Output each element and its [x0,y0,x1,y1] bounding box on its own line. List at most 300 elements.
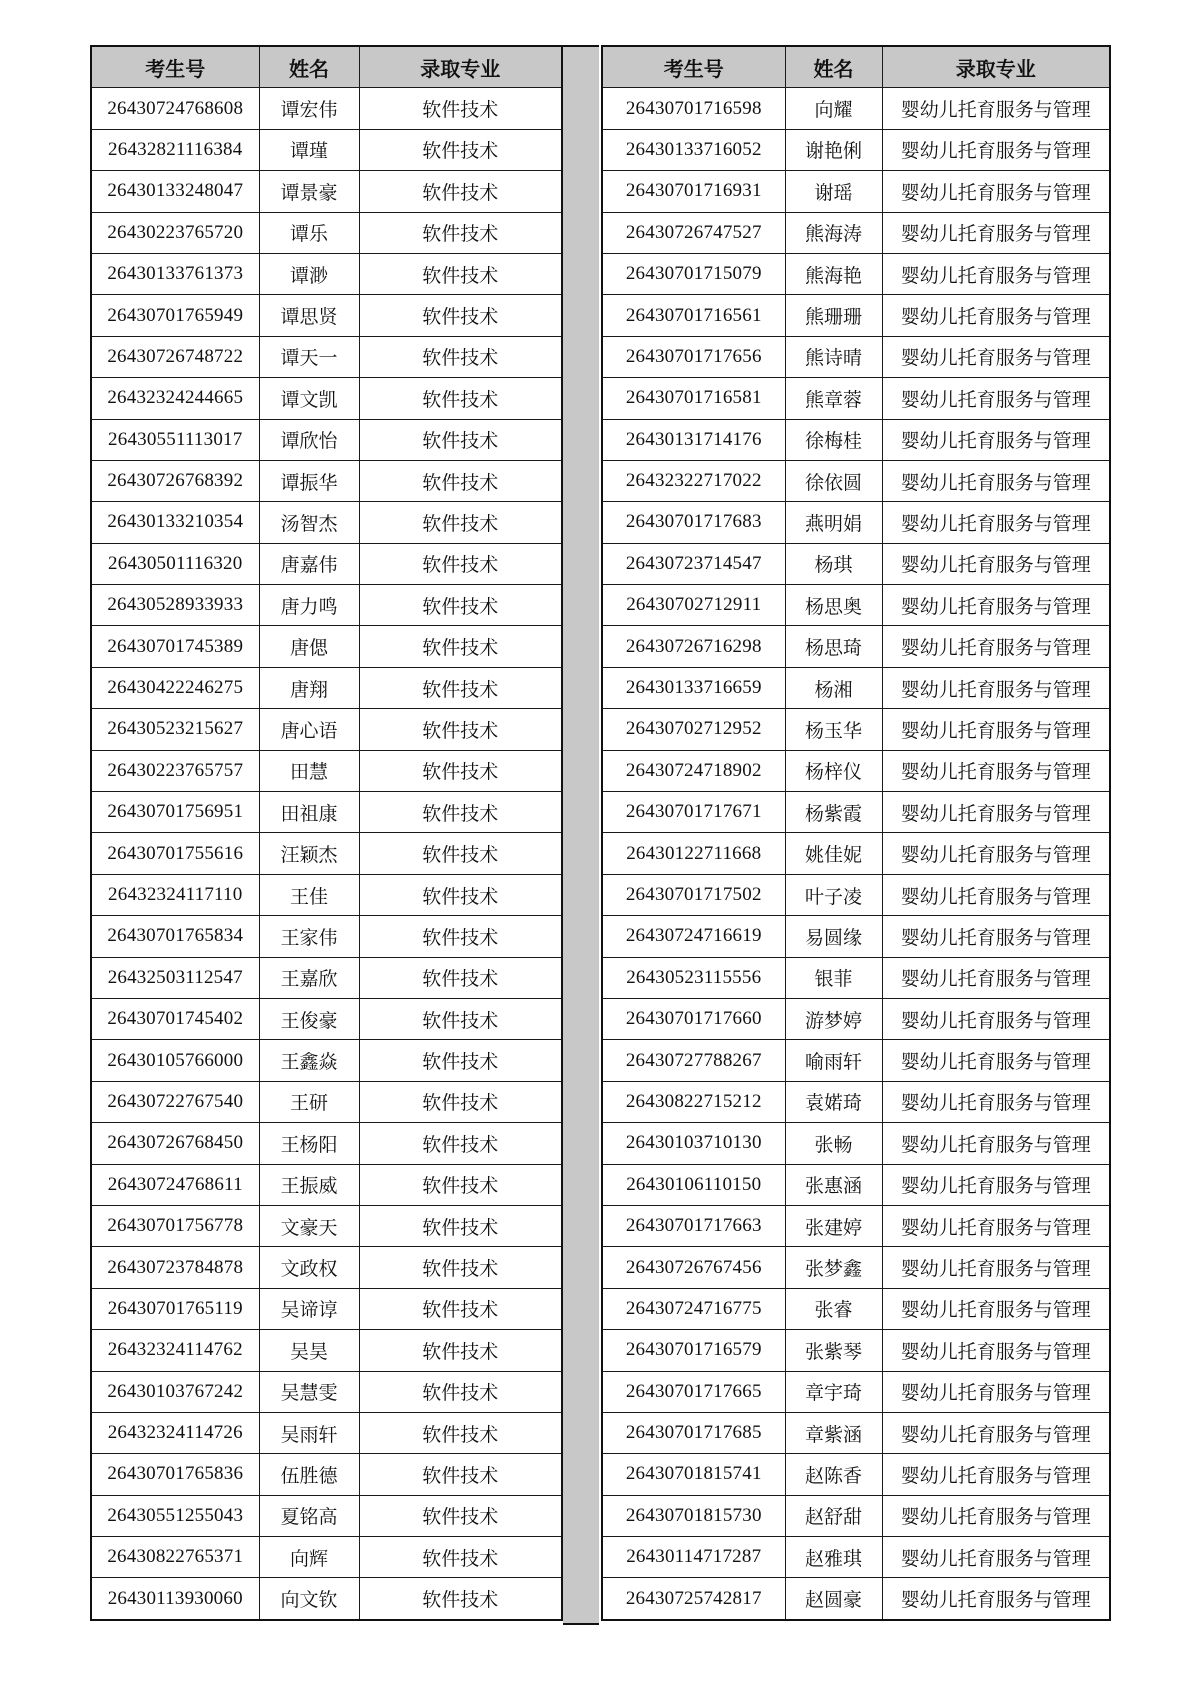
table-row [602,1371,1110,1412]
cell-student-name: 燕明娟 [785,502,882,543]
cell-exam-id: 26430223765720 [91,212,259,253]
cell-exam-id: 26430701717663 [602,1205,785,1246]
table-row [602,1164,1110,1205]
cell-major: 婴幼儿托育服务与管理 [882,1123,1110,1164]
table-row [91,998,562,1039]
cell-major: 婴幼儿托育服务与管理 [882,1205,1110,1246]
cell-major: 软件技术 [359,1330,562,1371]
table-row [602,792,1110,833]
cell-exam-id: 26430105766000 [91,1040,259,1081]
table-row [602,1412,1110,1453]
cell-major: 软件技术 [359,212,562,253]
cell-student-name: 唐嘉伟 [259,543,359,584]
table-row [91,543,562,584]
table-row [602,1330,1110,1371]
table-row [602,626,1110,667]
cell-student-name: 姚佳妮 [785,833,882,874]
cell-exam-id: 26430131714176 [602,419,785,460]
cell-exam-id: 26430701756778 [91,1205,259,1246]
cell-exam-id: 26430822765371 [91,1537,259,1578]
cell-student-name: 唐翔 [259,667,359,708]
cell-exam-id: 26430701765834 [91,916,259,957]
cell-major: 软件技术 [359,1537,562,1578]
cell-major: 软件技术 [359,1454,562,1495]
table-row [91,957,562,998]
cell-exam-id: 26430701717502 [602,874,785,915]
table-row [602,1123,1110,1164]
cell-student-name: 吴谛谆 [259,1288,359,1329]
table-row [91,709,562,750]
cell-major: 软件技术 [359,1247,562,1288]
cell-student-name: 张惠涵 [785,1164,882,1205]
cell-exam-id: 26432322717022 [602,460,785,501]
cell-exam-id: 26430727788267 [602,1040,785,1081]
cell-major: 婴幼儿托育服务与管理 [882,1578,1110,1620]
cell-exam-id: 26432821116384 [91,129,259,170]
table-row [602,543,1110,584]
cell-exam-id: 26430701717671 [602,792,785,833]
table-row [91,1288,562,1329]
cell-major: 软件技术 [359,1205,562,1246]
cell-exam-id: 26430702712952 [602,709,785,750]
cell-major: 婴幼儿托育服务与管理 [882,626,1110,667]
cell-major: 婴幼儿托育服务与管理 [882,1537,1110,1578]
cell-exam-id: 26430701717656 [602,336,785,377]
cell-exam-id: 26430113930060 [91,1578,259,1620]
cell-student-name: 唐力鸣 [259,585,359,626]
cell-exam-id: 26432324114726 [91,1412,259,1453]
cell-major: 软件技术 [359,1371,562,1412]
cell-student-name: 谭乐 [259,212,359,253]
cell-student-name: 田慧 [259,750,359,791]
table-row [91,419,562,460]
table-row [602,253,1110,294]
admission-table-right [601,45,1111,1621]
table-row [602,1040,1110,1081]
table-row [91,171,562,212]
cell-major: 婴幼儿托育服务与管理 [882,998,1110,1039]
cell-major: 婴幼儿托育服务与管理 [882,1454,1110,1495]
cell-exam-id: 26430722767540 [91,1081,259,1122]
cell-exam-id: 26432503112547 [91,957,259,998]
cell-student-name: 谭天一 [259,336,359,377]
table-row [91,1040,562,1081]
cell-exam-id: 26430701715079 [602,253,785,294]
cell-exam-id: 26430701745402 [91,998,259,1039]
cell-exam-id: 26430422246275 [91,667,259,708]
cell-exam-id: 26430701716931 [602,171,785,212]
cell-major: 婴幼儿托育服务与管理 [882,1412,1110,1453]
cell-major: 婴幼儿托育服务与管理 [882,916,1110,957]
cell-exam-id: 26430701756951 [91,792,259,833]
table-row [602,957,1110,998]
table-row [91,1495,562,1536]
cell-student-name: 游梦婷 [785,998,882,1039]
cell-student-name: 赵舒甜 [785,1495,882,1536]
admission-table-left [90,45,563,1621]
cell-major: 婴幼儿托育服务与管理 [882,543,1110,584]
cell-major: 婴幼儿托育服务与管理 [882,585,1110,626]
cell-major: 软件技术 [359,129,562,170]
header-name: 姓名 [785,46,882,88]
cell-major: 软件技术 [359,336,562,377]
cell-major: 软件技术 [359,957,562,998]
table-row [602,1454,1110,1495]
cell-major: 软件技术 [359,1578,562,1620]
table-row [602,998,1110,1039]
table-row [602,1247,1110,1288]
cell-exam-id: 26430133210354 [91,502,259,543]
cell-major: 婴幼儿托育服务与管理 [882,1164,1110,1205]
cell-major: 软件技术 [359,1495,562,1536]
header-exam-id: 考生号 [602,46,785,88]
cell-major: 软件技术 [359,1164,562,1205]
cell-major: 软件技术 [359,874,562,915]
cell-student-name: 熊诗晴 [785,336,882,377]
table-row [91,1578,562,1620]
cell-student-name: 张睿 [785,1288,882,1329]
cell-student-name: 王鑫焱 [259,1040,359,1081]
cell-student-name: 汤智杰 [259,502,359,543]
cell-student-name: 熊章蓉 [785,378,882,419]
cell-exam-id: 26430551255043 [91,1495,259,1536]
cell-major: 婴幼儿托育服务与管理 [882,1288,1110,1329]
cell-exam-id: 26430723784878 [91,1247,259,1288]
cell-student-name: 王杨阳 [259,1123,359,1164]
cell-student-name: 赵圆豪 [785,1578,882,1620]
table-row [91,212,562,253]
cell-major: 婴幼儿托育服务与管理 [882,709,1110,750]
cell-major: 婴幼儿托育服务与管理 [882,1247,1110,1288]
cell-exam-id: 26430133248047 [91,171,259,212]
cell-exam-id: 26430114717287 [602,1537,785,1578]
cell-exam-id: 26430122711668 [602,833,785,874]
cell-student-name: 徐依圆 [785,460,882,501]
cell-major: 婴幼儿托育服务与管理 [882,1330,1110,1371]
cell-major: 软件技术 [359,502,562,543]
cell-major: 软件技术 [359,998,562,1039]
table-row [602,502,1110,543]
table-row [602,1288,1110,1329]
cell-exam-id: 26430133761373 [91,253,259,294]
table-row [91,336,562,377]
cell-exam-id: 26430701765119 [91,1288,259,1329]
cell-exam-id: 26430724716619 [602,916,785,957]
cell-exam-id: 26430701717685 [602,1412,785,1453]
cell-major: 软件技术 [359,1123,562,1164]
cell-student-name: 谭思贤 [259,295,359,336]
cell-student-name: 谭景豪 [259,171,359,212]
cell-major: 软件技术 [359,916,562,957]
cell-student-name: 汪颖杰 [259,833,359,874]
cell-major: 婴幼儿托育服务与管理 [882,212,1110,253]
cell-major: 软件技术 [359,1288,562,1329]
cell-student-name: 谢艳俐 [785,129,882,170]
cell-student-name: 吴昊 [259,1330,359,1371]
cell-student-name: 文豪天 [259,1205,359,1246]
table-row [91,1081,562,1122]
cell-major: 软件技术 [359,88,562,129]
table-row [91,1205,562,1246]
cell-major: 软件技术 [359,667,562,708]
cell-major: 婴幼儿托育服务与管理 [882,502,1110,543]
cell-major: 婴幼儿托育服务与管理 [882,1371,1110,1412]
cell-student-name: 杨玉华 [785,709,882,750]
table-row [602,378,1110,419]
cell-student-name: 张紫琴 [785,1330,882,1371]
cell-exam-id: 26430551113017 [91,419,259,460]
cell-exam-id: 26430501116320 [91,543,259,584]
cell-major: 软件技术 [359,460,562,501]
cell-student-name: 杨琪 [785,543,882,584]
table-row [91,585,562,626]
cell-exam-id: 26430702712911 [602,585,785,626]
cell-student-name: 王振威 [259,1164,359,1205]
cell-exam-id: 26430133716659 [602,667,785,708]
cell-major: 婴幼儿托育服务与管理 [882,667,1110,708]
table-body-right [602,88,1110,1620]
cell-major: 婴幼儿托育服务与管理 [882,1495,1110,1536]
table-row [602,750,1110,791]
cell-exam-id: 26430106110150 [602,1164,785,1205]
cell-student-name: 向辉 [259,1537,359,1578]
cell-exam-id: 26430724716775 [602,1288,785,1329]
cell-student-name: 赵陈香 [785,1454,882,1495]
table-row [602,709,1110,750]
cell-major: 婴幼儿托育服务与管理 [882,378,1110,419]
cell-student-name: 谢瑶 [785,171,882,212]
cell-exam-id: 26430701765836 [91,1454,259,1495]
table-body-left [91,88,562,1620]
cell-major: 软件技术 [359,378,562,419]
table-row [602,171,1110,212]
cell-student-name: 张畅 [785,1123,882,1164]
table-row [91,792,562,833]
cell-student-name: 杨紫霞 [785,792,882,833]
cell-student-name: 夏铭高 [259,1495,359,1536]
cell-exam-id: 26430103767242 [91,1371,259,1412]
cell-student-name: 张梦鑫 [785,1247,882,1288]
cell-student-name: 王俊豪 [259,998,359,1039]
header-major: 录取专业 [359,46,562,88]
cell-exam-id: 26430701745389 [91,626,259,667]
table-row [602,1495,1110,1536]
cell-major: 软件技术 [359,171,562,212]
table-row [602,1537,1110,1578]
cell-major: 婴幼儿托育服务与管理 [882,750,1110,791]
cell-exam-id: 26430701755616 [91,833,259,874]
table-row [602,419,1110,460]
table-row [91,88,562,129]
cell-major: 婴幼儿托育服务与管理 [882,129,1110,170]
cell-exam-id: 26430726748722 [91,336,259,377]
table-row [91,916,562,957]
cell-exam-id: 26430726767456 [602,1247,785,1288]
table-row [91,378,562,419]
cell-student-name: 杨湘 [785,667,882,708]
cell-exam-id: 26430223765757 [91,750,259,791]
cell-major: 婴幼儿托育服务与管理 [882,460,1110,501]
cell-exam-id: 26430726768450 [91,1123,259,1164]
cell-exam-id: 26430701716598 [602,88,785,129]
cell-student-name: 谭渺 [259,253,359,294]
cell-exam-id: 26430724718902 [602,750,785,791]
table-row [91,874,562,915]
cell-major: 软件技术 [359,750,562,791]
cell-major: 婴幼儿托育服务与管理 [882,419,1110,460]
cell-student-name: 向文钦 [259,1578,359,1620]
table-row [602,667,1110,708]
cell-student-name: 王佳 [259,874,359,915]
cell-exam-id: 26432324117110 [91,874,259,915]
table-row [602,212,1110,253]
cell-student-name: 熊海艳 [785,253,882,294]
cell-exam-id: 26430701717683 [602,502,785,543]
cell-student-name: 谭欣怡 [259,419,359,460]
cell-major: 婴幼儿托育服务与管理 [882,792,1110,833]
table-row [91,502,562,543]
cell-student-name: 赵雅琪 [785,1537,882,1578]
cell-exam-id: 26430133716052 [602,129,785,170]
cell-major: 软件技术 [359,1412,562,1453]
cell-student-name: 唐心语 [259,709,359,750]
cell-exam-id: 26430724768608 [91,88,259,129]
cell-major: 婴幼儿托育服务与管理 [882,833,1110,874]
cell-major: 软件技术 [359,543,562,584]
table-row [91,1537,562,1578]
cell-student-name: 文政权 [259,1247,359,1288]
table-row [602,88,1110,129]
cell-student-name: 易圆缘 [785,916,882,957]
cell-student-name: 王嘉欣 [259,957,359,998]
table-row [602,833,1110,874]
cell-student-name: 王研 [259,1081,359,1122]
table-row [602,1081,1110,1122]
cell-major: 软件技术 [359,1040,562,1081]
cell-major: 软件技术 [359,833,562,874]
admission-list-sheet [90,45,1109,1625]
cell-major: 软件技术 [359,709,562,750]
column-divider [563,45,599,1625]
cell-major: 婴幼儿托育服务与管理 [882,874,1110,915]
cell-student-name: 王家伟 [259,916,359,957]
table-header-row [602,46,1110,88]
cell-exam-id: 26430103710130 [602,1123,785,1164]
cell-exam-id: 26430701765949 [91,295,259,336]
cell-exam-id: 26430528933933 [91,585,259,626]
cell-exam-id: 26430701717665 [602,1371,785,1412]
cell-exam-id: 26430725742817 [602,1578,785,1620]
table-row [91,833,562,874]
table-row [91,1247,562,1288]
header-major: 录取专业 [882,46,1110,88]
cell-student-name: 叶子凌 [785,874,882,915]
cell-student-name: 谭振华 [259,460,359,501]
cell-exam-id: 26430523215627 [91,709,259,750]
cell-student-name: 章宇琦 [785,1371,882,1412]
cell-exam-id: 26430726747527 [602,212,785,253]
cell-exam-id: 26430822715212 [602,1081,785,1122]
table-row [91,1371,562,1412]
table-row [602,916,1110,957]
table-row [602,129,1110,170]
table-row [91,253,562,294]
table-header-row [91,46,562,88]
cell-exam-id: 26430723714547 [602,543,785,584]
table-row [602,295,1110,336]
cell-major: 软件技术 [359,585,562,626]
cell-student-name: 唐偲 [259,626,359,667]
table-row [91,460,562,501]
cell-student-name: 吴慧雯 [259,1371,359,1412]
cell-student-name: 袁婼琦 [785,1081,882,1122]
cell-major: 婴幼儿托育服务与管理 [882,957,1110,998]
header-exam-id: 考生号 [91,46,259,88]
cell-exam-id: 26430701815730 [602,1495,785,1536]
table-row [602,1578,1110,1620]
cell-major: 婴幼儿托育服务与管理 [882,336,1110,377]
cell-major: 婴幼儿托育服务与管理 [882,253,1110,294]
table-row [91,667,562,708]
cell-major: 软件技术 [359,792,562,833]
cell-major: 软件技术 [359,626,562,667]
cell-student-name: 熊珊珊 [785,295,882,336]
cell-exam-id: 26430701717660 [602,998,785,1039]
table-row [91,1330,562,1371]
cell-student-name: 伍胜德 [259,1454,359,1495]
cell-student-name: 向耀 [785,88,882,129]
cell-student-name: 徐梅桂 [785,419,882,460]
table-row [91,1412,562,1453]
cell-exam-id: 26430701716581 [602,378,785,419]
cell-exam-id: 26430724768611 [91,1164,259,1205]
cell-student-name: 杨思奥 [785,585,882,626]
header-name: 姓名 [259,46,359,88]
table-row [91,129,562,170]
table-row [91,1123,562,1164]
cell-student-name: 田祖康 [259,792,359,833]
cell-student-name: 吴雨轩 [259,1412,359,1453]
cell-student-name: 张建婷 [785,1205,882,1246]
table-row [91,750,562,791]
cell-student-name: 谭瑾 [259,129,359,170]
cell-exam-id: 26430701815741 [602,1454,785,1495]
cell-major: 婴幼儿托育服务与管理 [882,171,1110,212]
table-row [91,1454,562,1495]
table-row [91,295,562,336]
table-row [602,585,1110,626]
cell-exam-id: 26432324244665 [91,378,259,419]
table-row [602,874,1110,915]
table-row [602,336,1110,377]
table-row [91,1164,562,1205]
cell-student-name: 熊海涛 [785,212,882,253]
cell-major: 软件技术 [359,1081,562,1122]
cell-student-name: 喻雨轩 [785,1040,882,1081]
cell-major: 婴幼儿托育服务与管理 [882,1040,1110,1081]
cell-exam-id: 26430523115556 [602,957,785,998]
cell-student-name: 银菲 [785,957,882,998]
cell-student-name: 谭文凯 [259,378,359,419]
cell-student-name: 杨梓仪 [785,750,882,791]
cell-exam-id: 26430701716579 [602,1330,785,1371]
cell-student-name: 杨思琦 [785,626,882,667]
cell-major: 软件技术 [359,419,562,460]
table-row [602,460,1110,501]
cell-major: 婴幼儿托育服务与管理 [882,1081,1110,1122]
cell-student-name: 章紫涵 [785,1412,882,1453]
cell-major: 软件技术 [359,295,562,336]
